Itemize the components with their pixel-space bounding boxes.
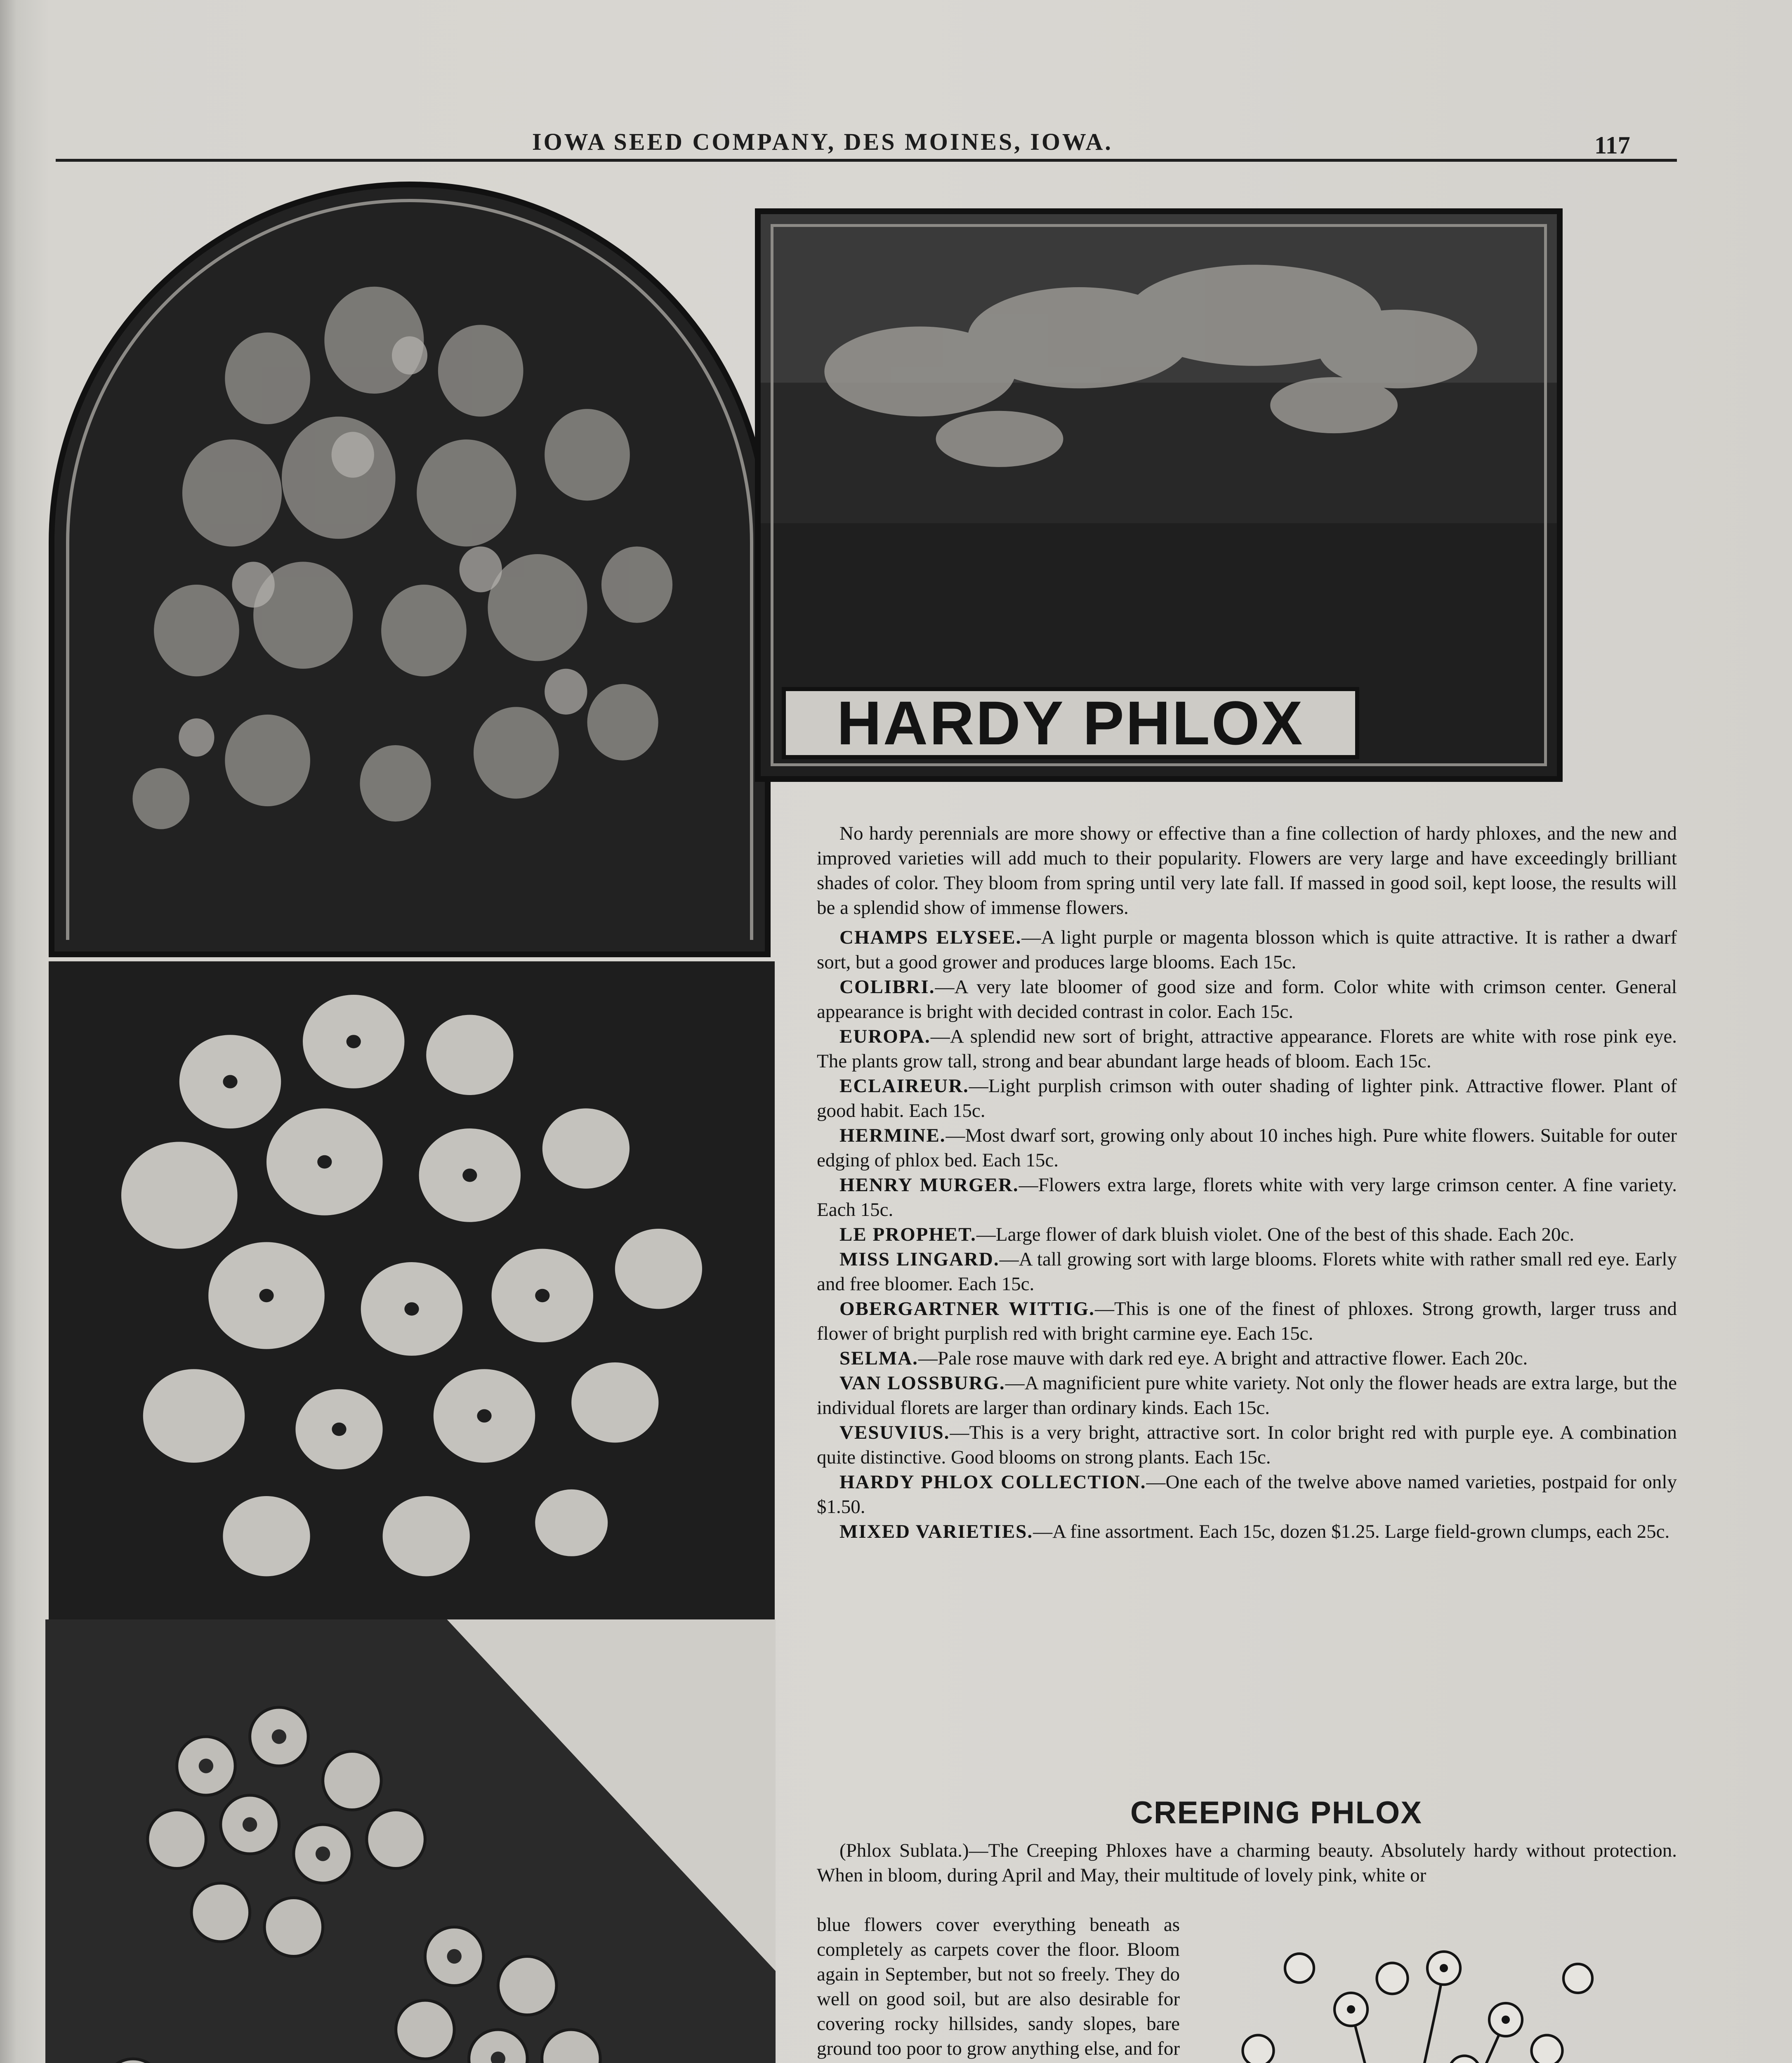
variety-desc: —Flowers extra large, florets white with very large crimson center. A fine variety. Each 15c.	[817, 1174, 1677, 1220]
page-number: 117	[1594, 132, 1630, 159]
creeping-phlox-body: blue flowers cover everything beneath as completely as carpets cover the floor. Bloom again in September, but not so freely. They do well on good soil, but are also desirable for covering rocky hillsides, sandy slopes, bare ground too poor to grow anything else, and for	[817, 1914, 1180, 2059]
landscape-inner-frame	[771, 224, 1547, 766]
variety-name: VESUVIUS.	[839, 1422, 950, 1443]
variety-entry	[817, 1173, 1677, 1222]
variety-name: OBERGARTNER WITTIG.	[839, 1298, 1095, 1319]
variety-entry	[817, 975, 1677, 1024]
variety-name: ECLAIREUR.	[839, 1075, 969, 1097]
hardy-phlox-text	[817, 821, 1677, 1544]
variety-name: COLIBRI.	[839, 976, 935, 998]
variety-entry	[817, 925, 1677, 975]
variety-entry	[817, 1470, 1677, 1519]
header-rule	[56, 159, 1677, 162]
variety-desc: —One each of the twelve above named varieties, postpaid for only $1.50.	[817, 1471, 1677, 1518]
variety-desc: —A light purple or magenta blosson which is quite attractive. It is rather a dwarf sort, but a good grower and produces large blooms. Each 15c.	[817, 927, 1677, 973]
creeping-phlox-title: CREEPING PHLOX	[1130, 1795, 1422, 1830]
variety-name: LE PROPHET.	[839, 1224, 976, 1245]
variety-name: HARDY PHLOX COLLECTION.	[839, 1471, 1146, 1493]
variety-entry	[817, 1247, 1677, 1296]
variety-desc: —This is a very bright, attractive sort. In color bright red with purple eye. A combination quite distinctive. Good blooms on strong plants. Each 15c.	[817, 1422, 1677, 1468]
variety-name: EUROPA.	[839, 1026, 931, 1047]
hardy-phlox-title: HARDY PHLOX	[782, 687, 1359, 759]
variety-desc: —Most dwarf sort, growing only about 10 inches high. Pure white flowers. Suitable for outer edging of phlox bed. Each 15c.	[817, 1125, 1677, 1171]
phlox-illustration-clusters-image	[45, 1619, 776, 2063]
variety-entry	[817, 1420, 1677, 1470]
variety-desc: —A fine assortment. Each 15c, dozen $1.25. Large field-grown clumps, each 25c.	[1033, 1521, 1670, 1542]
phlox-photo-arched	[49, 182, 771, 957]
variety-desc: —Pale rose mauve with dark red eye. A bright and attractive flower. Each 20c.	[918, 1348, 1528, 1369]
phlox-illustration-clusters	[45, 1619, 776, 2063]
variety-entry	[817, 1222, 1677, 1247]
variety-entry	[817, 1024, 1677, 1074]
variety-entry	[817, 1074, 1677, 1123]
variety-desc: —A magnificient pure white variety. Not only the flower heads are extra large, but the individual florets are larger than ordinary kinds. Each 15c.	[817, 1372, 1677, 1419]
variety-name: SELMA.	[839, 1348, 918, 1369]
variety-name: HERMINE.	[839, 1125, 946, 1146]
creeping-phlox-drawing-image	[1130, 1906, 1675, 2063]
variety-entry	[817, 1296, 1677, 1346]
variety-entry	[817, 1371, 1677, 1420]
phlox-photo-closeup-image	[49, 961, 775, 1630]
page-header-title: IOWA SEED COMPANY, DES MOINES, IOWA.	[532, 128, 1113, 155]
variety-name: MISS LINGARD.	[839, 1249, 1000, 1270]
variety-entry	[817, 1519, 1677, 1544]
variety-desc: —A splendid new sort of bright, attractive appearance. Florets are white with rose pink eye. The plants grow tall, strong and bear abundant large heads of bloom. Each 15c.	[817, 1026, 1677, 1072]
creeping-phlox-drawing	[1130, 1906, 1675, 2063]
variety-name: MIXED VARIETIES.	[839, 1521, 1033, 1542]
variety-desc: —A very late bloomer of good size and form. Color white with crimson center. General appearance is bright with decided contrast in color. Each 15c.	[817, 976, 1677, 1022]
variety-desc: —Light purplish crimson with outer shading of lighter pink. Attractive flower. Plant of good habit. Each 15c.	[817, 1075, 1677, 1121]
variety-name: HENRY MURGER.	[839, 1174, 1019, 1196]
phlox-photo-closeup	[49, 961, 775, 1630]
variety-name: VAN LOSSBURG.	[839, 1372, 1005, 1394]
variety-desc: —Large flower of dark bluish violet. One of the best of this shade. Each 20c.	[976, 1224, 1575, 1245]
variety-entry	[817, 1346, 1677, 1371]
variety-entry	[817, 1123, 1677, 1173]
arch-inner-frame	[66, 199, 753, 940]
variety-name: CHAMPS ELYSEE.	[839, 927, 1022, 948]
variety-desc: —A tall growing sort with large blooms. Florets white with rather small red eye. Early and free bloomer. Each 15c.	[817, 1249, 1677, 1295]
creeping-phlox-lead: (Phlox Sublata.)—The Creeping Phloxes have a charming beauty. Absolutely hardy without protection. When in bloom, during April and May, their multitude of lovely pink, white or	[817, 1840, 1677, 1886]
variety-desc: —This is one of the finest of phloxes. Strong growth, larger truss and flower of bright purplish red with bright carmine eye. Each 15c.	[817, 1298, 1677, 1344]
hardy-phlox-intro: No hardy perennials are more showy or effective than a fine collection of hardy phloxes, and the new and improved varieties will add much to their popularity. Flowers are very large and have exceedingly brilliant shades of color. They bloom from spring until very late fall. If massed in good soil, kept loose, the results will be a splendid show of immense flowers.	[817, 823, 1677, 918]
